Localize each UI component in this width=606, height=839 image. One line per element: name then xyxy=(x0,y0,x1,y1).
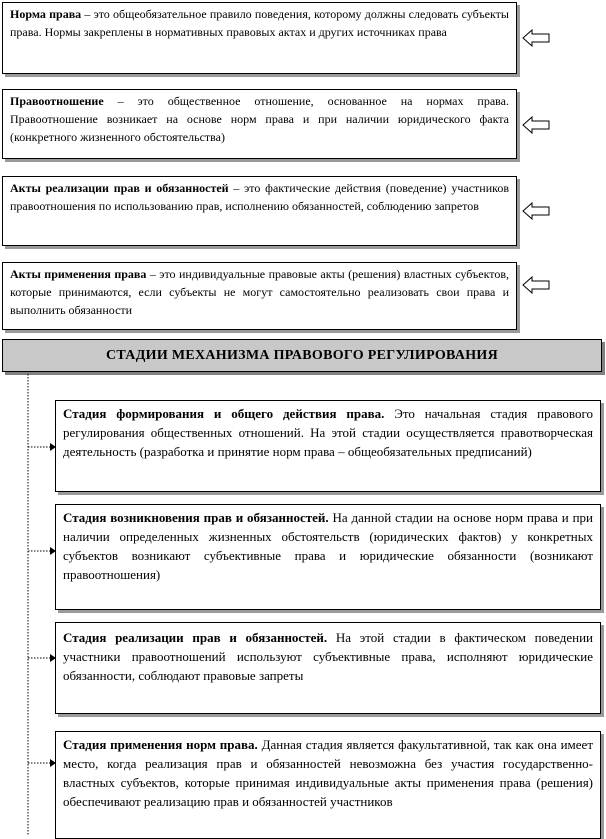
stage-box-realization xyxy=(55,622,601,714)
stage-text: На данной стадии на основе норм права и при наличии определенных жизненных обстоятельств (юридических фактов) у конкретных субъектов возникают субъективные права и юридические обязанности (возникают правоотношения) xyxy=(63,510,593,582)
definition-term: Акты реализации прав и обязанностей xyxy=(10,181,229,195)
definition-text: – это индивидуальные правовые акты (решения) властных субъектов, которые принимаются, если субъекты не могут самостоятельно реализовать свои права и выполнить обязанности xyxy=(10,267,509,317)
stage-box-emergence xyxy=(55,504,601,610)
stage-text: На этой стадии в фактическом поведении участники правоотношений используют субъективные права, исполняют юридические обязанности, соблюдают правовые запреты xyxy=(63,630,594,683)
definition-text: – это фактические действия (поведение) участников правоотношения по использованию прав, исполнению обязанностей, соблюдению запретов xyxy=(10,181,510,213)
definition-term: Норма права xyxy=(10,7,82,21)
stage-title: Стадия реализации прав и обязанностей. xyxy=(63,630,328,645)
stage-title: Стадия возникновения прав и обязанностей. xyxy=(63,510,329,525)
definition-text: – это общественное отношение, основанное на нормах права. Правоотношение возникает на основе норм права и при наличии юридического факта (конкретного жизненного обстоятельства) xyxy=(10,94,509,144)
definition-term: Акты применения права xyxy=(10,267,147,281)
stage-box-formation xyxy=(55,400,601,492)
stage-text: Это начальная стадия правового регулирования общественных отношений. На этой стадии осуществляется правотворческая деятельность (разработка и принятие норм права – общеобязательных предписаний) xyxy=(63,406,593,459)
stage-title: Стадия применения норм права. xyxy=(63,737,258,752)
stage-text: Данная стадия является факультативной, так как она имеет место, когда реализация прав и обязанностей невозможна без участия государственно-властных субъектов, которые принимая индивидуальные акты применения права (решения) обеспечивают реализацию прав и обязанностей участников xyxy=(63,737,593,809)
stage-title: Стадия формирования и общего действия права. xyxy=(63,406,385,421)
stage-box-application xyxy=(55,731,601,839)
definition-term: Правоотношение xyxy=(10,94,104,108)
stages-header-title: СТАДИИ МЕХАНИЗМА ПРАВОВОГО РЕГУЛИРОВАНИЯ xyxy=(105,347,499,363)
definition-text: – это общеобязательное правило поведения, которому должны следовать субъекты права. Нормы закреплены в нормативных правовых актах и других источниках права xyxy=(10,7,509,39)
